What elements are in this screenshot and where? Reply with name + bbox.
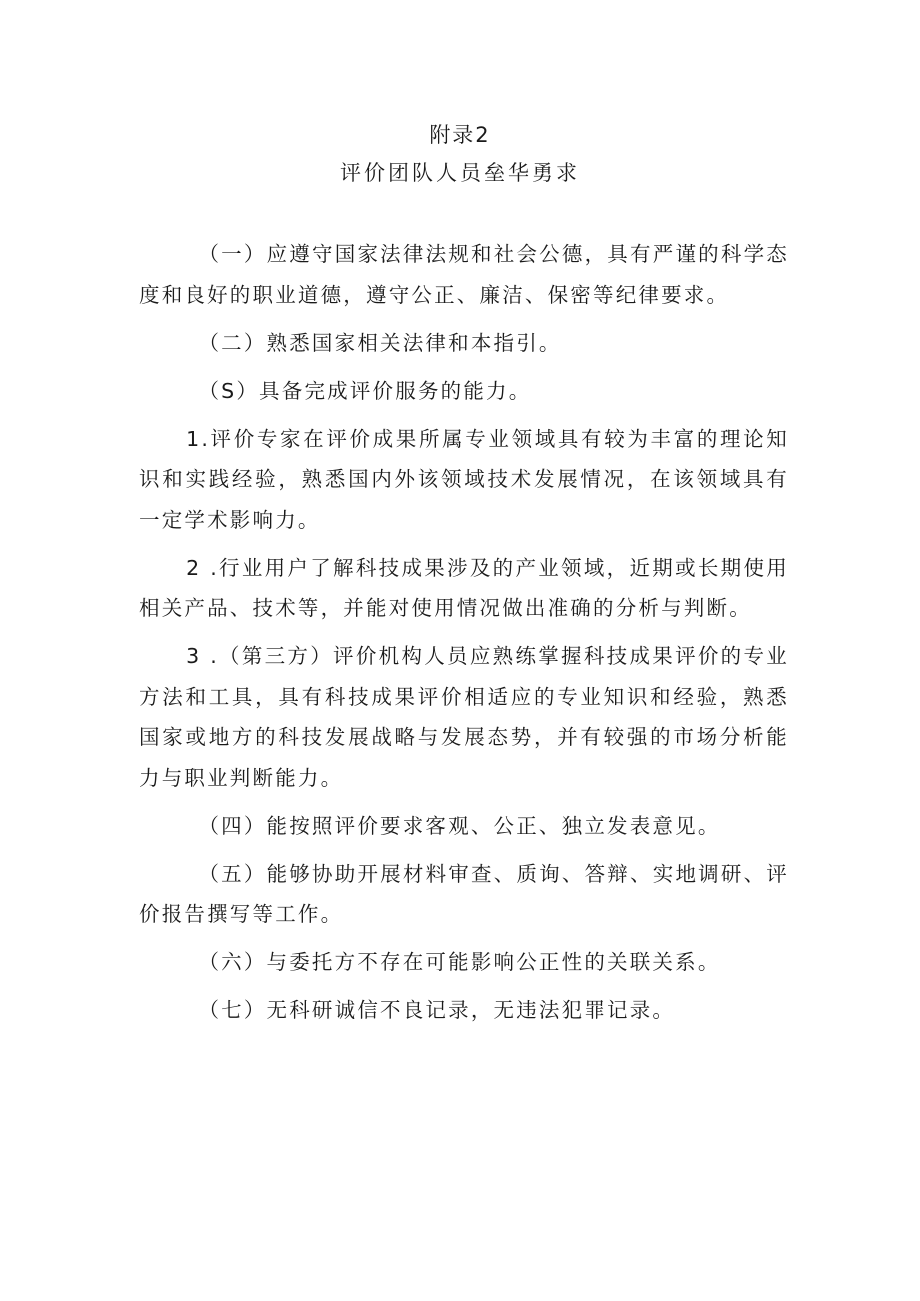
appendix-label: 附录2: [429, 123, 491, 147]
document-body: [139, 234, 789, 1038]
paragraph-8: （五）能够协助开展材料审查、质询、答辩、实地调研、评价报告撰写等工作。: [139, 861, 789, 926]
paragraph-6: 3 .（第三方）评价机构人员应熟练掌握科技成果评价的专业方法和工具，具有科技成果评价相适应的专业知识和经验，熟悉国家或地方的科技发展战略与发展态势，并有较强的市场分析能力与职业判断能力。: [139, 644, 789, 790]
paragraph-9: （六）与委托方不存在可能影响公正性的关联关系。: [198, 950, 721, 974]
paragraph-2: （二）熟悉国家相关法律和本指引。: [198, 330, 562, 355]
paragraph-4: 1.评价专家在评价成果所属专业领域具有较为丰富的理论知识和实践经验，熟悉国内外该领域技术发展情况，在该领域具有一定学术影响力。: [139, 426, 789, 532]
paragraph-10: （七）无科研诚信不良记录，无违法犯罪记录。: [198, 998, 676, 1022]
paragraph-3: （S）具备完成评价服务的能力。: [198, 378, 532, 403]
paragraph-7: （四）能按照评价要求客观、公正、独立发表意见。: [198, 813, 721, 838]
document-title: 评价团队人员垒华勇求: [340, 161, 580, 185]
paragraph-1: （一）应遵守国家法律法规和社会公德，具有严谨的科学态度和良好的职业道德，遵守公正、廉洁、保密等纪律要求。: [139, 242, 789, 307]
paragraph-5: 2 .行业用户了解科技成果涉及的产业领域，近期或长期使用相关产品、技术等，并能对使用情况做出准确的分析与判断。: [139, 555, 789, 620]
